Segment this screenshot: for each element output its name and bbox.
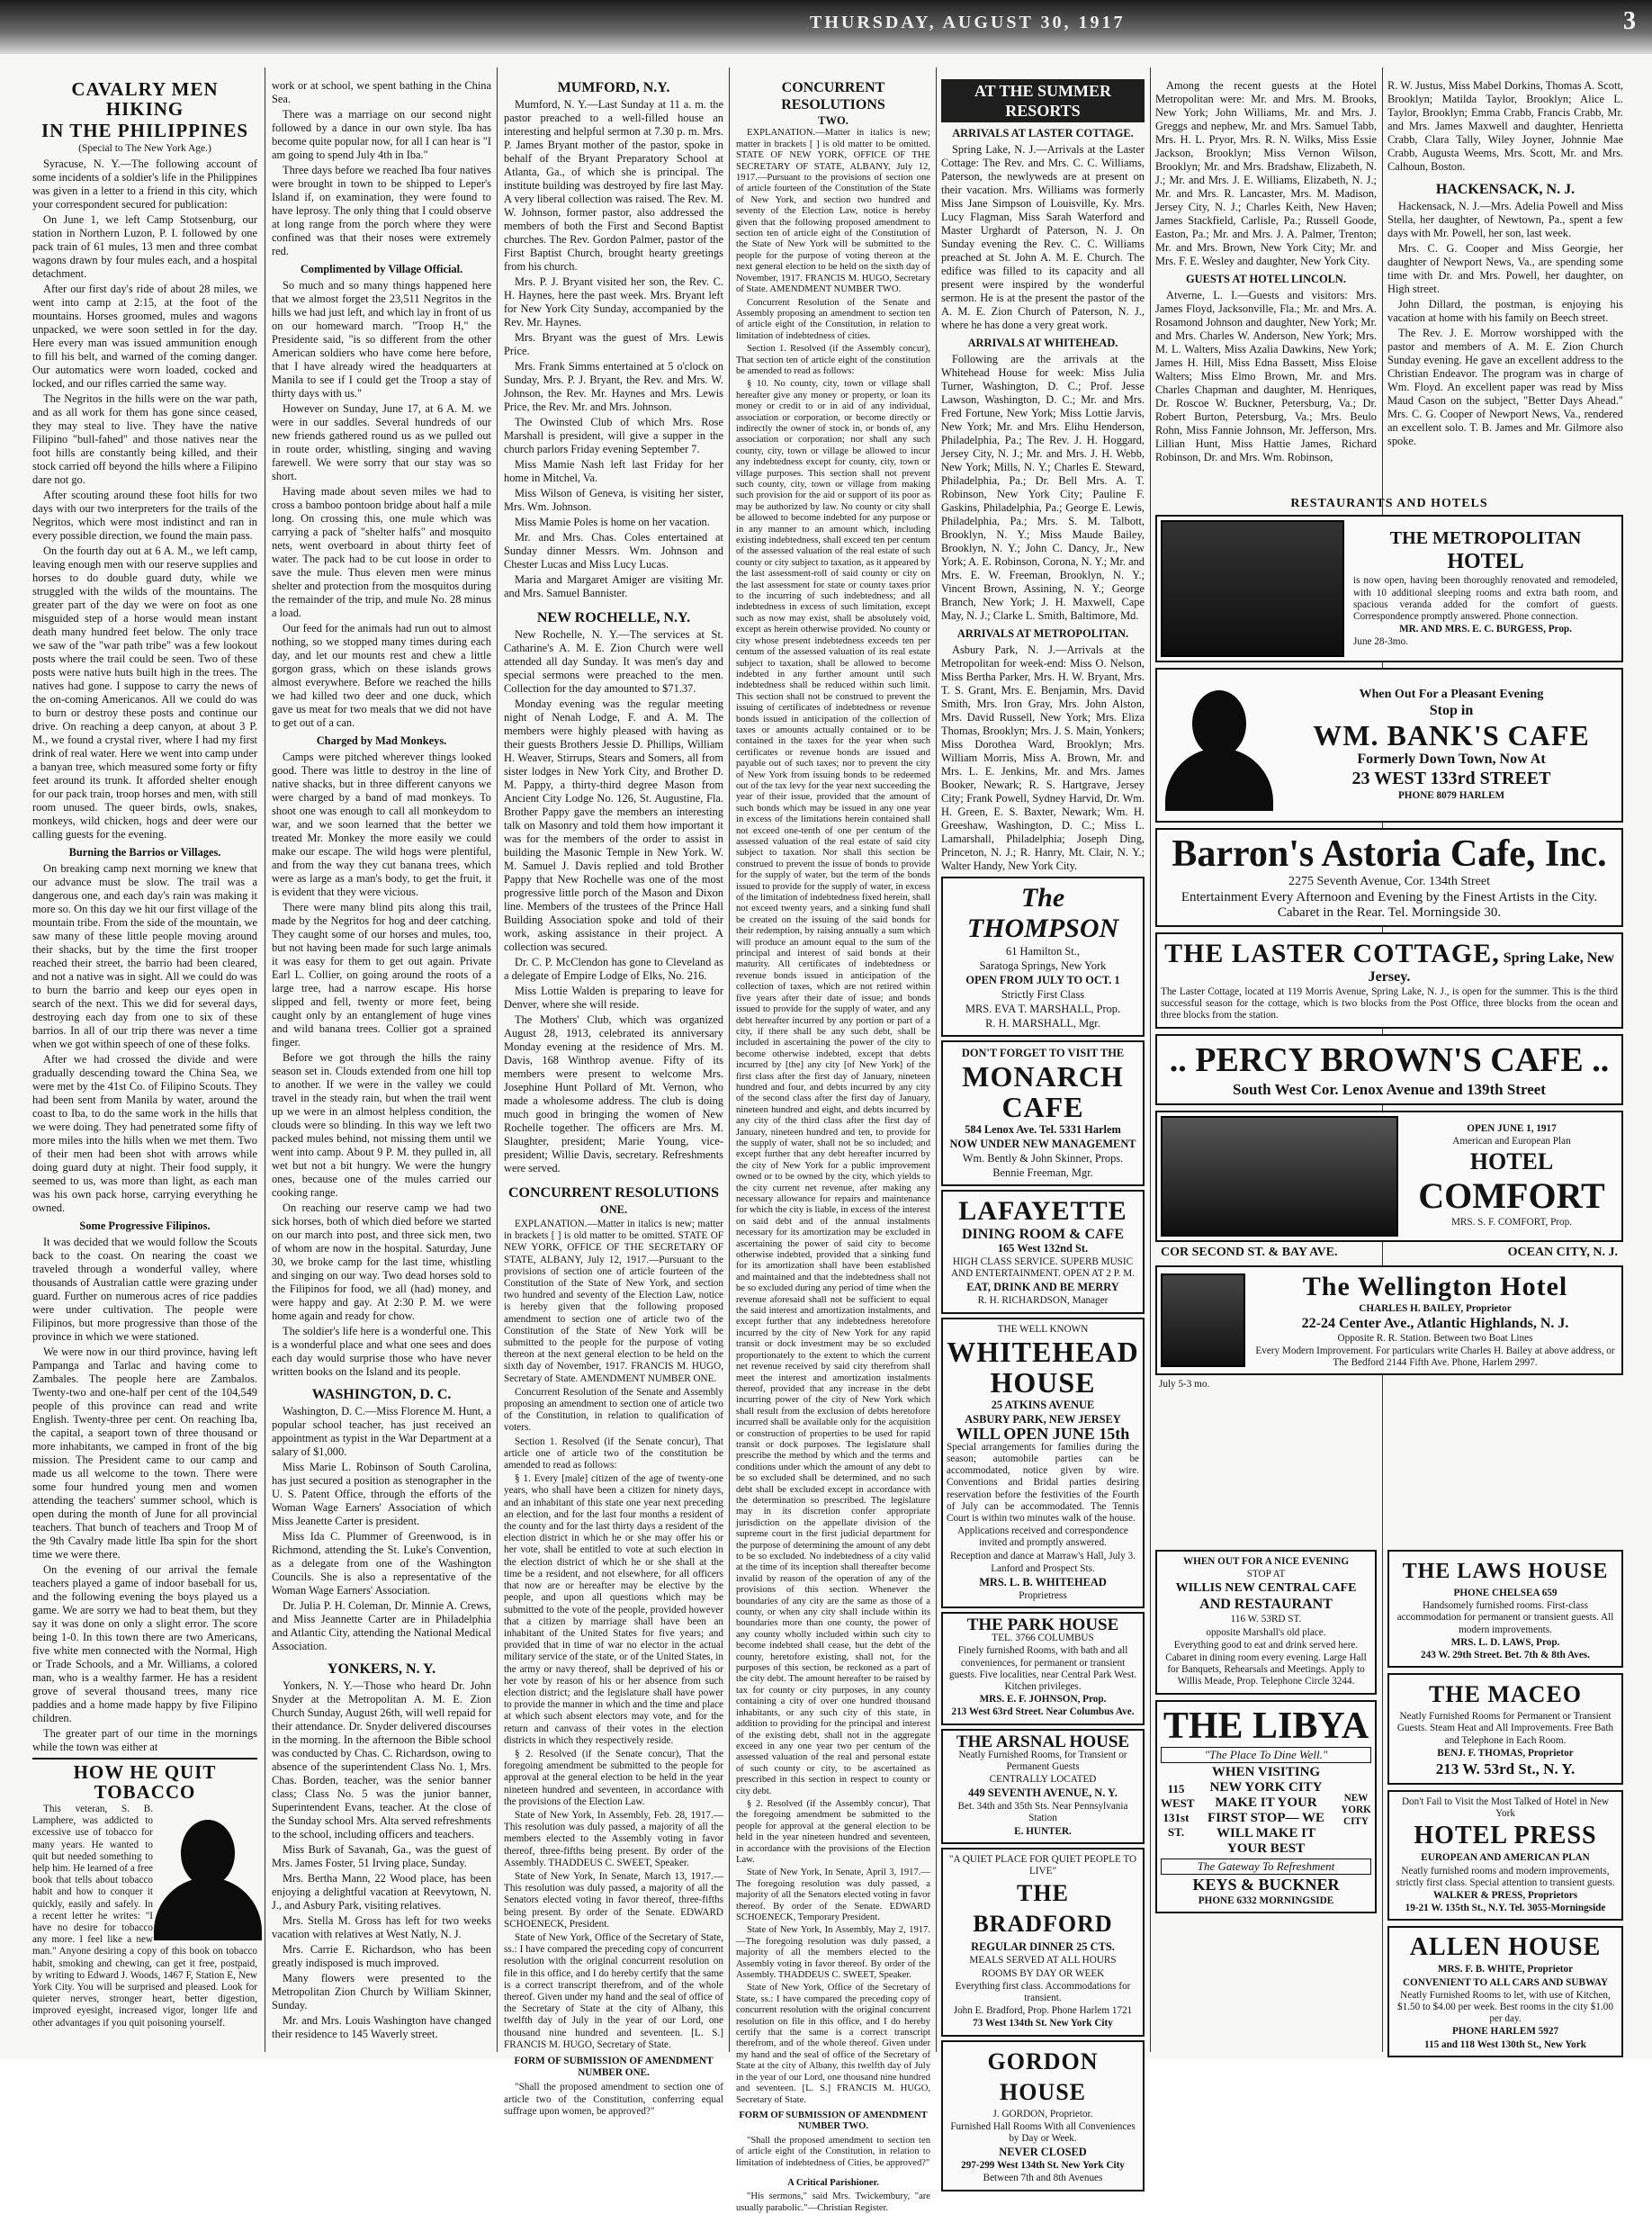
paragraph: We were now in our third province, having left Pampanga and Tarlac and having come to Zambales. The people here are Zambalos. Twenty-two and one-half per cent of the 104,549 people of this province can read and write English. Twenty-three per cent. On reaching Iba, the capital, a seaport town of three thousand or more inhabitants, we camped in front of the big mission. The President came to our camp and made us all welcome to the town. There were some four hundred young men and women attending the teachers' summer school, which is open during the month of June for all provincial teachers. That bunch of teachers and Troop M of the 9th Cavalry made little Iba spin for the short time we were there.: [32, 1346, 257, 1561]
hotel-photo: [1161, 520, 1344, 657]
paragraph: Miss Lottie Walden is preparing to leave for Denver, where she will reside.: [504, 985, 723, 1011]
ad-line: ROOMS BY DAY OR WEEK: [981, 1967, 1105, 1979]
ad-line: WALKER & PRESS, Proprietors: [1432, 1890, 1578, 1902]
ad-line: PHONE 8079 HARLEM: [1397, 790, 1505, 802]
hotel-press-ad: [1387, 1790, 1623, 1921]
ad-headline: HOW HE QUIT TOBACCO: [73, 1761, 217, 1803]
paragraph: The greater part of our time in the mornings while the town was either at: [32, 1727, 257, 1753]
ad-line: MRS. F. B. WHITE, Proprietor: [1437, 1964, 1574, 1976]
subheading: FORM OF SUBMISSION OF AMENDMENT NUMBER ONE.: [514, 2056, 714, 2079]
paragraph: Mrs. Bryant was the guest of Mrs. Lewis Price.: [504, 331, 723, 357]
ad-line: WILL OPEN JUNE 15th: [956, 1424, 1130, 1443]
paragraph: EXPLANATION.—Matter in italics is new; matter in brackets [ ] is old matter to be omitted. STATE OF NEW YORK, OFFICE OF THE SECRETARY OF STATE, ALBANY, July 12, 1917.—Pursuant to the provisions of section one of article fourteen of the Constitution of the State of New York, and section two hundred and seventy of the Election Law, notice is hereby given that the following proposed amendment to section one of article two of the Constitution of the State of New York will be submitted to the people for the purpose of voting thereon at the next general election to be held on the sixth day of November, 1917. FRANCIS M. HUGO, Secretary of State. AMENDMENT NUMBER ONE.: [504, 1219, 723, 1384]
ad-text: Neatly furnished rooms and modern improvements, strictly first class. Special attention to transient guests.: [1396, 1865, 1615, 1888]
ad-line: opposite Marshall's old place.: [1206, 1626, 1326, 1638]
paragraph: Miss Wilson of Geneva, is visiting her sister, Mrs. Wm. Johnson.: [504, 487, 723, 513]
ad-line: DON'T FORGET TO VISIT THE: [961, 1047, 1125, 1059]
ad-line: EUROPEAN AND AMERICAN PLAN: [1421, 1852, 1590, 1864]
whitehead-house-ad: [941, 1318, 1145, 1609]
article-subheadline: ONE.: [599, 1203, 628, 1216]
masthead-strip: [0, 0, 1652, 54]
ad-title: THE LAWS HOUSE: [1402, 1560, 1609, 1583]
article-subheadline: TWO.: [818, 114, 848, 127]
ad-line: MRS. L. D. LAWS, Prop.: [1450, 1636, 1560, 1648]
ad-line: OPEN FROM JULY TO OCT. 1: [965, 974, 1120, 986]
column-3: [504, 79, 723, 2117]
article-headline: CONCURRENT RESOLUTIONS: [781, 80, 885, 112]
ad-line: John E. Bradford, Prop. Phone Harlem 1721: [953, 2005, 1133, 2017]
ad-line: R. H. RICHARDSON, Manager: [977, 1295, 1109, 1307]
paragraph: John Dillard, the postman, is enjoying his vacation at home with his family on Beech street.: [1387, 298, 1623, 324]
paragraph: The soldier's life here is a wonderful one. This is a wonderful place and what one sees and does each day would surprise those who have never written books on the Island and its people.: [272, 1325, 491, 1378]
paragraph: Mrs. P. J. Bryant visited her son, the Rev. C. H. Haynes, here the past week. Mrs. Bryant left for New York City Sunday, accompanied by the Rev. Mr. Haynes.: [504, 275, 723, 328]
paragraph: Mrs. Carrie E. Richardson, who has been greatly indisposed is much improved.: [272, 1943, 491, 1969]
ad-text: Neatly Furnished Rooms for Permanent or Transient Guests. Steam Heat and All Improvements. Free Bath and Telephone in Each Room.: [1396, 1711, 1614, 1746]
ad-line: CONVENIENT TO ALL CARS AND SUBWAY: [1402, 1976, 1609, 1988]
ad-line: July 5-3 mo.: [1159, 1379, 1210, 1390]
ad-line: TEL. 3766 COLUMBUS: [992, 1633, 1094, 1644]
ad-line: Between 7th and 8th Avenues: [983, 2173, 1103, 2184]
ad-line: CHARLES H. BAILEY, Proprietor: [1359, 1302, 1512, 1314]
ad-address: 22-24 Center Ave., Atlantic Highlands, N. J.: [1301, 1315, 1569, 1331]
paragraph: Following are the arrivals at the Whitehead House for week: Miss Julia Turner, Washington, D. C.; Prof. Jesse Lawson, Washington, D. C.; Mr. and Mrs. Fred Fortune, New York; Miss Lottie Jarvis, New York; Mr. and Mrs. Elihu Henderson, Philadelphia, Pa.; The Rev. J. H. Hoggard, Jersey City, N. J.; Mr. and Mrs. J. H. Webb, New York; Mills, N. Y.; Charles E. Steward, Philadelphia, Pa.; Dr. Bell Mrs. A. T. Robinson, New York City; Pauline F. Gaskins, Philadelphia, Pa.; George E. Lewis, Philadelphia, Pa.; Mrs. S. M. Talbott, Brooklyn, N. Y.; Miss Maude Bailey, Brooklyn, N. Y.; John C. Dancy, Jr., New York; A. E. Robinson, Corona, N. Y.; Mr. and Mrs. E. W. Freeman, Brooklyn, N. Y.; Vincent Brown, Assining, N. Y.; George Branch, New York; J. H. Maxwell, Cape May, N. J.; Clarke L. Smith, Baltimore, Md.: [941, 353, 1145, 622]
subheading: Burning the Barrios or Villages.: [68, 846, 221, 859]
park-house-ad: [941, 1612, 1145, 1724]
paragraph: Three days before we reached Iba four natives were brought in town to be shipped to Leper's Island if, on examination, they were found to have leprosy. The only thing that I could observe at long range from the porch where they were confined was that their noses were extremely red.: [272, 164, 491, 257]
paragraph: However on Sunday, June 17, at 6 A. M. we were in our saddles. Several hundreds of our new friends gathered round us as we pulled out in route order, whistling, singing and waving farewell. We were sorry that our stay was so short.: [272, 402, 491, 482]
article-headline: IN THE PHILIPPINES: [41, 120, 248, 141]
article-headline: WASHINGTON, D. C.: [311, 1387, 452, 1402]
subheading: Charged by Mad Monkeys.: [316, 734, 447, 747]
article-headline: HACKENSACK, N. J.: [1435, 182, 1576, 197]
ad-address: 2275 Seventh Avenue, Cor. 134th Street: [1288, 875, 1491, 888]
paragraph: On breaking camp next morning we knew that our advance must be slow. The trail was a dangerous one, and each day's rain was making it more so. On this day we hit our first village of the mountain tribe. From the side of the mountain, we saw many of these little people moving around their shacks, but by the time the first trooper reached their street, the barrio had been cleared, and not a native was in sight. All we could do was to burn the barrio and keep our eyes open in search of the next. This we did for several days, destroying each day from one to six of these barrios. In all of our trip there was never a time when we got within speech of one of these folks.: [32, 862, 257, 1050]
paragraph: So much and so many things happened here that we almost forget the 23,511 Negritos in the hills we had just left, and which lay in front of us on our homeward march. "Troop H," the Presidente said, "is so different from the other American soldiers who have come here before, that I have already wired the headquarters at Manila to see if I could get the Troop a stay of thirty days with us.": [272, 279, 491, 400]
ad-line: E. HUNTER.: [1014, 1825, 1072, 1837]
paragraph: On the fourth day out at 6 A. M., we left camp, leaving enough men with our reserve supplies and horses to do double guard duty, while we struggled with the wilds of the mountains. The greater part of the day we were on foot as one misguided step of a horse would mean instant death many hundred feet below. The only trace we saw of the "war path tribe" was a few lookout posts where the trail could be seen. Two of these posts were native huts built high in the trees. The natives had gone. I suppose to carry the news of the on-coming Americanos. All we could do was to burn or destroy these posts and continue our drive. On reaching a deep canyon, at about 3 P. M., we found a crystal river, where I had my first drink of real water. Here we went into camp under a banyan tree, which measured some forty or fifty feet around its trunk. It afforded shelter enough for our pack train, troop horses and men, with still room unused. The queer birds, owls, snakes, monkeys, wild chicken, hogs and deer were our calling guests for the evening.: [32, 544, 257, 841]
hotel-photo: [1161, 1116, 1398, 1237]
paragraph: State of New York, In Assembly, Feb. 28, 1917.—This resolution was duly passed, a majority of all the members elected to the Assembly voting in favor thereof, three-fifths being present. By order of the Assembly. THADDEUS C. SWEET, Speaker.: [504, 1809, 723, 1868]
wm-banks-cafe-ad: [1155, 668, 1623, 823]
ad-line: The Gateway To Refreshment: [1161, 1858, 1371, 1875]
paragraph: State of New York, Office of the Secretary of State, ss.: I have compared the preceding copy of concurrent resolution with the original concurrent resolution on file in this office, and I do hereby certify that the same is a correct transcript therefrom, and of the whole thereof. Given under my hand and the seal of office of the Secretary of State at the city of Albany, this twelfth day of July in the year of our Lord, one thousand nine hundred and seventeen. [L. S.] FRANCIS M. HUGO, Secretary of State.: [736, 1983, 930, 2105]
ad-line: Don't Fail to Visit the Most Talked of Hotel in New York: [1401, 1796, 1610, 1820]
ad-line: NOW UNDER NEW MANAGEMENT: [949, 1138, 1136, 1150]
paragraph: Mr. and Mrs. Louis Washington have changed their residence to 145 Waverly street.: [272, 2014, 491, 2040]
paragraph: Section 1. Resolved (if the Senate concur), That article one of article two of the constitution be amended to read as follows:: [504, 1436, 723, 1472]
subheading: ARRIVALS AT WHITEHEAD.: [967, 337, 1118, 349]
ad-text: Everything first class. Accommodations for transient.: [955, 1980, 1131, 2003]
ad-title: THE MACEO: [1428, 1681, 1583, 1708]
article-headline: MUMFORD, N.Y.: [557, 80, 670, 95]
column-rule: [1150, 68, 1151, 2052]
allen-house-ad: [1387, 1926, 1623, 2056]
paragraph: On the evening of our arrival the female teachers played a game of indoor baseball for us, and the following evening the boys played us a game. We are sorry we had to beat them, but they say it was done on only a slight error. The score being 1-0. In this town there are two Americans, five white men connected with the Normal, High or Trade Schools, and a Mr. Williams, a colored man, who is a wealthy farmer. He has a resident grove of several thousand trees, many rice paddies and a home made happy by five Filipino children.: [32, 1563, 257, 1724]
paragraph: New Rochelle, N. Y.—The services at St. Catharine's A. M. E. Zion Church were well attended all day Sunday. It was men's day and special sermons were preached to the men. Collection for the day amounted to $71.37.: [504, 628, 723, 695]
ad-title: THE METROPOLITAN: [1389, 528, 1582, 549]
paragraph: The Rev. J. E. Morrow worshipped with the pastor and members of A. M. E. Zion Church Sunday evening. He gave an excellent address to the Christian Endeavor. The program was in charge of Wm. Floyd. An excellent paper was read by Miss Maud Cason on the subject, "Better Days Ahead." Mrs. C. G. Cooper of Newport News, Va., rendered an excellent solo. T. B. James and Mr. Gilmore also spoke.: [1387, 327, 1623, 447]
ad-line: Bennie Freeman, Mgr.: [992, 1166, 1093, 1179]
ad-address: South West Cor. Lenox Avenue and 139th Street: [1233, 1080, 1546, 1098]
ad-line: R. H. MARSHALL, Mgr.: [985, 1017, 1100, 1030]
ad-address: 19-21 W. 135th St., N.Y. Tel. 3055-Morningside: [1405, 1903, 1606, 1914]
ad-line: MEALS SERVED AT ALL HOURS: [969, 1955, 1117, 1966]
man-portrait-illustration: [1161, 678, 1278, 813]
paragraph: There was a marriage on our second night followed by a dance in our own style. Iba has become quite popular now, for all I can hear is "I am going to spend July 4th in Iba.": [272, 108, 491, 161]
ad-line: Proprietress: [1019, 1590, 1067, 1602]
ad-title: COMFORT: [1418, 1175, 1605, 1217]
bradford-ad: [941, 1848, 1145, 2037]
column-5: [941, 79, 1145, 2184]
column-1: [32, 79, 257, 2050]
paragraph: The Owinsted Club of which Mrs. Rose Marshall is president, will give a supper in the church parlors Friday evening September 7.: [504, 416, 723, 455]
metropolitan-hotel-ad: [1155, 515, 1623, 662]
paragraph: Dr. Julia P. H. Coleman, Dr. Minnie A. Crews, and Miss Jeannette Carter are in Philadelphia and Atlantic City, attending the National Medical Association.: [272, 1599, 491, 1652]
ad-title: MONARCH CAFE: [962, 1060, 1124, 1123]
bottom-ads-col6: [1155, 1550, 1377, 1917]
subheading: A Critical Parishioner.: [787, 2177, 879, 2188]
arsnal-house-ad: [941, 1729, 1145, 1844]
ad-line: THE WELL KNOWN: [997, 1323, 1089, 1335]
ad-text: Furnished Hall Rooms With all Conveniences by Day or Week.: [950, 2120, 1136, 2144]
ad-line: MRS. E. F. JOHNSON, Prop.: [979, 1694, 1107, 1706]
ad-address: 23 WEST 133rd STREET: [1351, 769, 1551, 789]
ad-title: .. PERCY BROWN'S CAFE ..: [1169, 1040, 1610, 1079]
ad-location: COR SECOND ST. & BAY AVE.: [1161, 1245, 1338, 1259]
ad-address: 73 West 134th St. New York City: [973, 2018, 1113, 2030]
ad-line: KEYS & BUCKNER: [1192, 1875, 1340, 1894]
paragraph: Camps were pitched wherever things looked good. There was little to destroy in the line of native shacks, but in three different canyons we were charged by a band of mad monkeys. To shoot one was enough to call all monkeydom to war, and we soon learned that the better we treated Mr. Monkey the more easily we could make our escape. The wild hogs were plentiful, and from the way they cut banana trees, which were as large as a man's body, to get the fruit, it is evident that they were vicious.: [272, 751, 491, 898]
article-headline: YONKERS, N. Y.: [327, 1661, 436, 1677]
ad-title: HOTEL PRESS: [1414, 1822, 1597, 1850]
paragraph: Many flowers were presented to the Metropolitan Zion Church by William Skinner, Sunday.: [272, 1972, 491, 2012]
ad-title: GORDON HOUSE: [987, 2048, 1099, 2105]
ad-line: PHONE 6332 MORNINGSIDE: [1198, 1894, 1334, 1906]
paragraph: There were many blind pits along this trail, made by the Negritos for hog and deer catching. They caught some of our horses and mules, too, but not having been made for such large animals it was easy for them to get out again. Private Earl L. Collier, on going around the roots of a large tree, had a narrow escape. His horse slipped and fell, twenty or more feet, being caught only by an entanglement of huge vines and wild banana trees. Collier got a sprained finger.: [272, 901, 491, 1048]
paragraph: Miss Mamie Poles is home on her vacation.: [515, 516, 710, 528]
column-rule: [936, 68, 937, 2052]
article-headline: CONCURRENT RESOLUTIONS: [508, 1185, 719, 1201]
paragraph: Atverne, L. I.—Guests and visitors: Mrs. James Floyd, Jacksonville, Fla.; Mr. and Mrs. A. Rosamond Johnson and daughter, New York; Mr. and Mrs. Charles W. Anderson, New York; Mrs. M. L. Walters, Miss Azalia Dawkins, New York; James H. Hill, Miss Edna Bassett, Miss Eloise Walters; Miss Elmo Brown, Mr. and Mrs. Charles Chapman and daughter, M. Henriques, Dr. Roscoe W. Buckner, Petersburg, Va.; Dr. Robert Burton, Petersburg, Va.; Mrs. Beulo Rohn, Miss Fannie Johnson, Mr. Jefferson, Mrs. Lillian Hunt, Miss Hattie James, Richard Robinson, Dr. and Mrs. Wm. Robinson,: [1155, 289, 1377, 464]
column-rule: [497, 68, 498, 2052]
paragraph: Spring Lake, N. J.—Arrivals at the Laster Cottage: The Rev. and Mrs. C. C. Williams, Paterson, the newlyweds are at present on their vacation. Mrs. Williams was formerly Miss Jane Simpson of Louisville, Ky. Mrs. Lucy Flagman, Miss Sarah Waterford and Master Urghardt of Paterson, N. J. On Sunday evening the Rev. C. C. Williams preached at St. John A. M. E. Church. The edifice was filled to its capacity and all present were inspired by the wonderful sermon. He is at the present the pastor of the A. M. E. Zion Church of Paterson, N. J., where he has done a very great work.: [941, 143, 1145, 331]
paragraph: Miss Marie L. Robinson of South Carolina, has just secured a position as stenographer in the U. S. Patent Office, through the efforts of the Woman Wage Earners' Association of which Miss Jeanette Carter is president.: [272, 1461, 491, 1527]
ad-line: STOP AT: [1246, 1569, 1286, 1580]
ad-title: THE BRADFORD: [973, 1880, 1113, 1938]
ad-line: Reception and dance at Marraw's Hall, July 3.: [949, 1550, 1136, 1562]
ad-line: OPEN JUNE 1, 1917: [1467, 1122, 1557, 1134]
ad-text: Neatly Furnished Rooms, for Transient or Permanent Guests: [958, 1749, 1127, 1772]
ad-title: The THOMPSON: [966, 883, 1119, 943]
hotel-comfort-location: [1155, 1246, 1623, 1260]
subheading: Complimented by Village Official.: [300, 263, 463, 275]
ad-address: 61 Hamilton St.,: [1006, 945, 1080, 958]
paragraph: Concurrent Resolution of the Senate and Assembly proposing an amendment to section one of article two of the Constitution, in relation to qualification of voters.: [504, 1386, 723, 1434]
paragraph: Mr. and Mrs. Chas. Coles entertained at Sunday dinner Messrs. Wm. Johnson and Chester Lucas and Miss Lucy Lucas.: [504, 531, 723, 571]
paragraph: § 10. No county, city, town or village shall hereafter give any money or property, or loan its money or credit to or in aid of any individual, association or corporation, or become directly or indirectly the owner of stock in, or bonds of, any association or corporation; nor shall any such county, city, town or village be allowed to incur any indebtedness except for county, city, town or village purposes. This section shall not prevent such county, city, town or village from making such provision for the aid or support of its poor as may be authorized by law. No county or city shall be allowed to become indebted for any purpose or in any manner to an amount which, including existing indebtedness, shall exceed ten per centum of the assessed valuation of the real estate of such county or city subject to taxation, as it appeared by the last assessment-roll of said county or city on the last assessment for state or county taxes prior to the incurring of such indebtedness; and all indebtedness in excess of such limitation, except such as now may exist, shall be absolutely void, except as herein otherwise provided. No county or city whose present indebtedness exceeds ten per centum of the assessed valuation of its real estate subject to taxation, shall be allowed to become indebted in any further amount until such indebtedness shall be reduced within such limit. This section shall not be construed to prevent the issuing of certificates of indebtedness or revenue bonds issued in anticipation of the collection of taxes or amounts actually contained or to be contained in the taxes for the year when such certificates or revenue bonds are issued and payable out of such taxes; nor to prevent the city of New York from issuing bonds to be redeemed out of the tax levy for the year next succeeding the year of their issue, provided that the amount of such bonds which may be issued in any one year in excess of the limitations herein contained shall not exceed one-tenth of one per centum of the assessed valuation of the real estate of said city subject to taxation. Nor shall this section be construed to prevent the issue of bonds to provide for the supply of water, but the term of the bonds issued to provide for the supply of water, in excess of the limitation of indebtedness fixed herein, shall not exceed twenty years, and a sinking fund shall be created on the issuing of the said bonds for their redemption, by raising annually a sum which will produce an amount equal to the sum of the principal and interest of said bonds at their maturity. All certificates of indebtedness or revenue bonds issued in anticipation of the collection of taxes, which are not retired within five years after their date of issue; and bonds issued to provide for the supply of water, and any debt hereafter incurred by any portion or part of a city, if there shall be any such debt, shall be included in ascertaining the power of the city to become otherwise indebted, except that debts incurred by [the] any city [of New York] of the first class after the first day of January, nineteen hundred and four, and debts incurred by any city of the second class after the first day of January, nineteen hundred and eight, and debts incurred by any city of the third class after the first day of January, nineteen hundred and ten, to provide for the supply of water, shall not be so included; and except further that any debt hereafter incurred by the city of New York for a public improvement owned or to be owned by the city, which yields to the city current net revenue, after making any necessary allowance for repairs and maintenance for which the city is liable, in excess of the interest on said debt and of the annual instalments necessary for its amortization may be excluded in ascertaining the power of said city to become otherwise indebted, provided that a sinking fund for its amortization shall have been established and maintained and that the indebtedness shall not be so excluded during any period of time when the revenue aforesaid shall not be sufficient to equal the said interest and amortization instalments, and except further that any indebtedness heretofore incurred by the city of New York for any rapid transit or dock investment may be so excluded proportionately to the extent to which the current net revenue received by said city therefrom shall meet the interest and amortization instalments thereof, provided that any increase in the debt incurring power of the city of New York which shall result from the exclusion of debts heretofore incurred shall be available only for the acquisition or construction of properties to be used for rapid transit or dock purposes. The legislature shall prescribe the method by which and the terms and conditions under which the amount of any debt to be so excluded shall be determined, and no such debt shall be excluded except in accordance with the determination so prescribed. The legislature may in its discretion confer appropriate jurisdiction on the appellate division of the supreme court in the first judicial department for the purpose of determining the amount of any debt to be so excluded. No indebtedness of a city valid at the time of its inception shall thereafter become invalid by reason of the operation of any of the provisions of this section. Whenever the boundaries of any city are the same as those of a county, or when any city shall include within its boundaries more than one county, the power of any county wholly included within such city to become indebted shall cease, but the debt of the county, heretofore existing, shall not, for the purposes of this section, be reckoned as a part of the city debt. The amount hereafter to be raised by tax for county or city purposes, in any county containing a city of over one hundred thousand inhabitants, or any such city of this state, in addition to providing for the principal and interest of the existing debt, shall not in the aggregate exceed in any one year two per centum of the assessed valuation of the real and personal estate of such county or city, to be ascertained as prescribed in this section in respect to county or city debt.: [736, 379, 930, 1796]
ad-line: Opposite R. R. Station. Between two Boat Lines: [1337, 1332, 1533, 1344]
subheading: GUESTS AT HOTEL LINCOLN.: [1186, 273, 1346, 285]
paragraph: State of New York, In Senate, March 13, 1917.—This resolution was duly passed, a majority of all the Senators elected voting in favor thereof, three-fifths being present. By order of the Senate. EDWARD SCHOENECK, President.: [504, 1870, 723, 1930]
monarch-cafe-ad: [941, 1040, 1145, 1186]
ad-text: WHEN VISITING NEW YORK CITY MAKE IT YOUR FIRST STOP— WE WILL MAKE IT YOUR BEST: [1207, 1764, 1325, 1856]
lafayette-ad: [941, 1190, 1145, 1314]
paragraph: After our first day's ride of about 28 miles, we went into camp at 2:15, at the foot of the mountains. Horses groomed, mules and wagons unpacked, we were soon settled in for the day. Here every man was issued ammunition enough to fill his belt, and warned of the coming danger. Our automatics were worn loaded, cocked and locked, and our rifles carried the same way.: [32, 283, 257, 390]
ad-text: Everything good to eat and drink served here.: [1173, 1639, 1359, 1651]
paragraph: The Mothers' Club, which was organized August 28, 1913, celebrated its anniversary Monday evening at the residence of Mrs. M. Davis, 168 Winthrop avenue. Fifty of its members were present to welcome Mrs. Josephine Hunt Pollard of Mt. Vernon, who made a wholesome address. The club is doing much good in bringing the women of New Rochelle together. The officers are Mrs. M. Slaughter, president; Marie Young, vice-president; Willie Davis, secretary. Refreshments were served.: [504, 1013, 723, 1174]
gordon-house-ad: [941, 2040, 1145, 2192]
ad-title: WHITEHEAD HOUSE: [947, 1335, 1139, 1399]
thompson-ad: [941, 877, 1145, 1037]
section-banner: RESTAURANTS AND HOTELS: [1290, 497, 1488, 510]
ad-text: Neatly Furnished Rooms to let, with use of Kitchen, $1.50 to $4.00 per week. Best rooms in the city $1.00 per day.: [1397, 1989, 1613, 2025]
ad-line: Lanford and Prospect Sts.: [991, 1562, 1095, 1574]
ad-text: Cabaret in dining room every evening. Large Hall for Banquets, Rehearsals and Meetings. Apply to Willis Meade, Prop. Telephone Circle 3244.: [1165, 1652, 1367, 1688]
ad-line: Formerly Down Town, Now At: [1357, 752, 1546, 768]
paragraph: EXPLANATION.—Matter in italics is new; matter in brackets [ ] is old matter to be omitted. STATE OF NEW YORK, OFFICE OF THE SECRETARY OF STATE, ALBANY, July 12, 1917.—Pursuant to the provisions of section one of article fourteen of the Constitution of the State of New York, and section two hundred and seventy of the Election Law, notice is hereby given that the following proposed amendment to section ten of article eight of the Constitution of the State of New York will be submitted to the people for the purpose of voting thereon at the next general election to be held on the sixth day of November, 1917. FRANCIS M. HUGO, Secretary of State. AMENDMENT NUMBER TWO.: [736, 128, 930, 295]
paragraph: Miss Mamie Nash left last Friday for her home in Mitchel, Va.: [504, 458, 723, 484]
subheading: FORM OF SUBMISSION OF AMENDMENT NUMBER TWO.: [739, 2110, 928, 2132]
paragraph: Syracuse, N. Y.—The following account of some incidents of a soldier's life in the Philippines was given in a letter to a friend in this city, which your correspondent secured for publication:: [32, 158, 257, 211]
ad-line: MRS. EVA T. MARSHALL, Prop.: [965, 1003, 1121, 1015]
paragraph: Among the recent guests at the Hotel Metropolitan were: Mr. and Mrs. M. Brooks, New York; John Williams, Mr. and Mrs. J. Greggs and nephew, Mr. and Mrs. Samuel Tabb, Mrs. H. L. Pryor, Mrs. R. N. Wilks, Miss Essie Jackson, Brooklyn; Miss Vernon Wilson, Brooklyn; Mr. and Mrs. Bradshaw, Elizabeth, N. J.; Mr. and Mrs. J. E. Williams, Elizabeth, N. J.; Mr. and Mrs. R. Lancaster, Mrs. M. Madison, Jersey City, N. J.; Charles Keith, New Haven; James Stackfield, Carlisle, Pa.; Russell Goode, Easton, Pa.; Mr. and Mrs. J. A. Palmer, Trenton; Mr. and Mrs. Brown, New York City; Mr. and Mrs. F. E. Wesley and daughter, New York City.: [1155, 79, 1377, 267]
wellington-hotel-ad: [1155, 1265, 1623, 1376]
ad-text: Every Modern Improvement. For particulars write Charles H. Bailey at above address, or The Bedford 2144 Fifth Ave. Phone, Harlem 2997.: [1255, 1346, 1615, 1369]
ad-address: 115 WEST 131st ST.: [1161, 1781, 1195, 1839]
ad-line: When Out For a Pleasant Evening: [1359, 688, 1544, 702]
ad-city: Saratoga Springs, New York: [979, 959, 1107, 972]
paragraph: Hackensack, N. J.—Mrs. Adelia Powell and Miss Stella, her daughter, of Newtown, Pa., spent a few days with Mr. Powell, her son, last week.: [1387, 200, 1623, 239]
paragraph: "His sermons," said Mrs. Twickembury, "are usually parabolic."—Christian Register.: [736, 2192, 930, 2213]
ad-line: J. GORDON, Proprietor.: [992, 2108, 1093, 2120]
paragraph: Maria and Margaret Amiger are visiting Mr. and Mrs. Samuel Bannister.: [504, 573, 723, 599]
paragraph: Mrs. Frank Simms entertained at 5 o'clock on Sunday, Mrs. P. J. Bryant, the Rev. and Mrs. W. Johnson, the Rev. Mr. Haynes and Mrs. Lewis Price, the Rev. Mr. and Mrs. Johnson.: [504, 360, 723, 413]
ad-city: ASBURY PARK, NEW JERSEY: [965, 1412, 1121, 1426]
maceo-ad: [1387, 1673, 1623, 1785]
column-4: [736, 79, 930, 2213]
ad-text: Handsomely furnished rooms. First-class accommodation for permanent or transient guests. All modern improvements.: [1396, 1600, 1614, 1635]
paragraph: Mumford, N. Y.—Last Sunday at 11 a. m. the pastor preached to a well-filled house an interesting and helpful sermon at 7.30 p. m. Mrs. P. James Bryant mother of the pastor, spoke in behalf of the Bryant Preparatory School at Atlanta, Ga., of which she is principal. The institute building was destroyed by fire last May. A very liberal collection was raised. The Rev. M. W. Johnson, former pastor, also addressed the members of both the First and Second Baptist churches. The Rev. Gordon Palmer, pastor of the First Baptist Church, brought hearty greetings from his church.: [504, 98, 723, 273]
ad-text: Special arrangements for families during the season; automobile parties can be accommodated, notice given by wire. Conventions and Bridal parties desiring reservation before the festivities of the Fourth of July can be accommodated. The Tennis Court is within two minutes walk of the house.: [947, 1441, 1139, 1525]
ad-line: REGULAR DINNER 25 CTS.: [971, 1940, 1115, 1954]
ad-text: is now open, having been thoroughly renovated and remodeled, with 10 additional sleeping rooms and extra bath room, and spacious veranda added for the comfort of guests. Correspondence promptly answered. Phone connection.: [1353, 575, 1618, 622]
ad-address: 25 ATKINS AVENUE: [991, 1398, 1095, 1411]
paragraph: After scouting around these foot hills for two days with our two interpreters for the trails of the Negritos, which were most indistinct and ran in every possible direction, we found the main pass.: [32, 489, 257, 542]
paragraph: Monday evening was the regular meeting night of Nenah Lodge, F. and A. M. The members were highly pleased with having as their guests Brothers Jessie D. Phillips, William H. Weaver, Stirrups, Stears and Somers, all from sister lodges in New York City, and Brother D. M. Pappy, a thirty-third degree Mason from Ancient City Lodge No. 126, St. Augustine, Fla. Brother Pappy gave the members an interesting talk on Masonry and told them how important it was for the members of the order to assist in building the Masonic Temple in New York. W. M. Samuel J. Davis replied and told Brother Pappy that New Rochelle was one of the most progressive little porch of the Mason and Dixon line. Members of the trustees of the Prince Hall Building Association spoke and told of their work, asking assistance in their project. A collection was secured.: [504, 698, 723, 953]
column-2: [272, 79, 491, 2050]
ad-title: WILLIS NEW CENTRAL CAFE: [1175, 1581, 1357, 1596]
ad-address: 213 West 63rd Street. Near Columbus Ave.: [951, 1706, 1135, 1718]
ad-line: NEVER CLOSED: [999, 2146, 1087, 2159]
ads-section: [1155, 497, 1623, 1391]
ad-title: THE PARK HOUSE: [966, 1616, 1119, 1635]
barrons-astoria-cafe-ad: [1155, 828, 1623, 927]
section-banner: AT THE SUMMER RESORTS: [941, 79, 1145, 122]
ad-line: June 28-3mo.: [1353, 636, 1408, 648]
ad-line: HIGH CLASS SERVICE. SUPERB MUSIC AND ENTERTAINMENT. OPEN AT 2 P. M.: [950, 1256, 1136, 1280]
article-headline: CAVALRY MEN HIKING: [71, 78, 219, 120]
column-rule: [729, 68, 730, 2052]
ad-title: Barron's Astoria Cafe, Inc.: [1172, 833, 1607, 875]
paragraph: Yonkers, N. Y.—Those who heard Dr. John Snyder at the Metropolitan A. M. E. Zion Church Sunday, August 26th, will well repaid for their attendance. Dr. Snyder delivered discourses in the morning. In the afternoon the Bible school was conducted by Chas. C. Richardson, owing to absence of the superintendent Class No. 1, Mrs. Chas. Borden, teacher, was the senior banner class; Class No. 5 was the junior banner, Superintendent Evans, teacher. At the close of the Sunday school Mrs. Alta served refreshments to the school, including officers and teachers.: [272, 1679, 491, 1840]
paragraph: State of New York, Office of the Secretary of State, ss.: I have compared the preceding copy of concurrent resolution with the original concurrent resolution on file in this office, and I do hereby certify that the same is a correct transcript therefrom, and of the whole thereof. Given under my hand and the seal of office of the Secretary of State at the city of Albany, this twelfth day of July in the year of our Lord, one thousand nine hundred and seventeen. [L. S.] FRANCIS M. HUGO, Secretary of State.: [504, 1931, 723, 2050]
ad-address: 213 W. 53rd St., N. Y.: [1435, 1760, 1576, 1778]
ad-text: This veteran, S. B. Lamphere, was addicted to excessive use of tobacco for many years. He wanted to quit but needed something to help him. He learned of a free book that tells about tobacco habit and how to conquer it quickly, easily and safely. In a recent letter he writes: "I have no desire for tobacco any more. I feel like a new man." Anyone desiring a copy of this book on tobacco habit, smoking and chewing, can get it free, postpaid, by writing to Edward J. Woods, 1467 F, Station E, New York City. You will be surprised and pleased. Look for quieter nerves, stronger heart, better digestion, improved eyesight, increased vigor, longer life and other advantages if you quit poisoning yourself.: [32, 1804, 257, 2029]
ad-text: Entertainment Every Afternoon and Evening by the Finest Artists in the City. Cabaret in the Rear. Tel. Morningside 30.: [1181, 890, 1598, 920]
paragraph: After we had crossed the divide and were gradually descending toward the China Sea, we were met by the 41st Co. of Filipino Scouts. They had been sent from Manila by water, around the coast to Iba, to do the same work in the hills that we were doing. They had penetrated some fifty of more miles into the hills when we met them. Two of their men had been shot with arrows while doing guard duty at night. Their food supply, it seemed to us, was more than light, as each man was his own pack horse, carrying everything he owned.: [32, 1053, 257, 1214]
bottom-ads-col7: [1387, 1550, 1623, 2061]
ad-location: OCEAN CITY, N. J.: [1507, 1245, 1618, 1259]
ad-line: Applications received and correspondence invited and promptly answered.: [957, 1526, 1128, 1549]
tobacco-ad: [32, 1758, 257, 2030]
ad-address: 297-299 West 134th St. New York City: [961, 2160, 1125, 2172]
ad-line: PHONE CHELSEA 659: [1453, 1588, 1558, 1598]
paragraph: On reaching our reserve camp we had two sick horses, both of which died before we started on our march into post, and three sick men, two of whom are now in the hospital. Saturday, June 30, we broke camp for the last time, whistling and singing on our way. Two dead horses sold to the Filipinos for food, we all (had) money, and were happy and gay. At 2:30 P. M. we were home again and ready for chow.: [272, 1202, 491, 1322]
ad-line: MR. AND MRS. E. C. BURGESS, Prop.: [1399, 624, 1572, 635]
libya-ad: [1155, 1700, 1377, 1913]
ad-line: MRS. S. F. COMFORT, Prop.: [1450, 1217, 1573, 1228]
ad-title: The Wellington Hotel: [1302, 1271, 1568, 1301]
paragraph: Miss Burk of Savanah, Ga., was the guest of Mrs. James Foster, 51 Irving place, Sunday.: [272, 1843, 491, 1869]
ad-line: MRS. L. B. WHITEHEAD: [979, 1576, 1107, 1589]
ad-title: AND RESTAURANT: [1199, 1597, 1333, 1613]
ad-line: CENTRALLY LOCATED: [989, 1774, 1097, 1786]
paragraph: Having made about seven miles we had to cross a bamboo pontoon bridge about half a mile long. On crossing this, one mule which was carrying a pack of "shelter halfs" and mosquito nets, went overboard in about thirty feet of water. The pack had to be cut loose in order to save the mule. Thus eleven men were minus shelter and protection from the mosquitos during the remainder of the trip, and mule No. 28 minus a load.: [272, 485, 491, 619]
ad-location: Spring Lake, New Jersey.: [1368, 950, 1614, 985]
paragraph: "Shall the proposed amendment to section one of article two of the Constitution, conferring equal suffrage upon women, be approved?": [504, 2082, 723, 2117]
paragraph: Section 1. Resolved (if the Assembly concur), That section ten of article eight of the constitution be amended to read as follows:: [736, 344, 930, 376]
ad-title: WM. BANK'S CAFE: [1313, 719, 1590, 752]
ad-line: PHONE HARLEM 5927: [1451, 2026, 1559, 2038]
ad-line: WHEN OUT FOR A NICE EVENING: [1182, 1556, 1350, 1567]
paragraph: § 2. Resolved (if the Assembly concur), That the foregoing amendment be submitted to the people for approval at the general election to be held in the year nineteen hundred and seventeen, in accordance with the provisions of the Election Law.: [736, 1798, 930, 1865]
masthead-date: THURSDAY, AUGUST 30, 1917: [810, 13, 1126, 32]
paragraph: Before we got through the hills the rainy season set in. Clouds extended from one hill top to another. If we were in the valley we could travel in the steady rain, but when the trail went up we were in an almost helpless condition, the clouds were so blinding. In this way we left two packed mules behind, not missing them until we went into camp. About 9 P. M. they pulled in, all wet but not a bit hungry. We were the hungry ones, because one of the mules carried our cooking range.: [272, 1051, 491, 1199]
ad-address: 243 W. 29th Street. Bet. 7th & 8th Aves.: [1421, 1650, 1590, 1661]
ad-address: 449 SEVENTH AVENUE, N. Y.: [968, 1786, 1118, 1800]
laws-house-ad: [1387, 1550, 1623, 1668]
ad-line: "A QUIET PLACE FOR QUIET PEOPLE TO LIVE": [948, 1853, 1137, 1877]
ad-title: ALLEN HOUSE: [1409, 1933, 1602, 1962]
laster-cottage-ad: [1155, 932, 1623, 1029]
page-number: 3: [1623, 7, 1636, 35]
paragraph: Mrs. Bertha Mann, 22 Wood place, has been enjoying a delightful vacation at Reevytown, N. J., and Asbury Park, visiting relatives.: [272, 1872, 491, 1912]
paragraph: Mrs. Stella M. Gross has left for two weeks vacation with relatives at West Natly, N. J.: [272, 1914, 491, 1940]
willis-cafe-ad: [1155, 1550, 1377, 1695]
ad-address: 584 Lenox Ave. Tel. 5331 Harlem: [965, 1123, 1121, 1136]
ad-line: American and European Plan: [1452, 1136, 1571, 1147]
paragraph: R. W. Justus, Miss Mabel Dorkins, Thomas A. Scott, Brooklyn; Matilda Taylor, Brooklyn; Alice L. Taylor, Brooklyn; Emma Crabb, Francis Crabb, Mr. and Mrs. James Maxwell and daughter, Henrietta Crabb, Clara Tally, Wiley Joyner, Johnnie Mae Crabb, Augusta Weems, Mrs. Scott, Mr. and Mrs. Calhoun, Boston.: [1387, 79, 1623, 173]
paragraph: "Shall the proposed amendment to section ten of article eight of the Constitution, in relation to limitation of indebtedness of Cities, be approved?": [736, 2135, 930, 2168]
ad-line: Bet. 34th and 35th Sts. Near Pennsylvania Station: [957, 1801, 1128, 1824]
paragraph: On June 1, we left Camp Stotsenburg, our station in Northern Luzon, P. I. followed by one pack train of 61 mules, 13 men and three combat wagons drawn by four mules each, and a hospital detachment.: [32, 213, 257, 280]
ad-title: THE LIBYA: [1163, 1705, 1369, 1747]
paragraph: § 1. Every [male] citizen of the age of twenty-one years, who shall have been a citizen for ninety days, and an inhabitant of this state one year next preceding an election, and for the last four months a resident of the county and for the last thirty days a resident of the election district in which he or she may offer his or her vote, shall be entitled to vote at such election in the election district of which he or she shall at the time be a resident, and not elsewhere, for all officers that now are or hereafter may be elective by the people, and upon all questions which may be submitted to the vote of the people, provided however that a citizen by marriage shall have been an inhabitant of the United States for five years; and provided that in time of war no elector in the actual military service of the state, or of the United States, in the army or navy thereof, shall be deprived of his or her vote by reason of his or her absence from such election district; and the legislature shall have power to provide the manner in which and the time and place at which such absent electors may vote, and for the return and canvass of their votes in the election districts in which they respectively reside.: [504, 1473, 723, 1746]
paragraph: Concurrent Resolution of the Senate and Assembly proposing an amendment to section ten of article eight of the Constitution, in relation to limitation of indebtedness of cities.: [736, 297, 930, 341]
paragraph: work or at school, we spent bathing in the China Sea.: [272, 79, 491, 105]
paragraph: State of New York, In Senate, April 3, 1917.—The foregoing resolution was duly passed, a majority of all the Senators elected voting in favor thereof. By order of the Senate. EDWARD SCHOENECK, Temporary President.: [736, 1868, 930, 1922]
article-headline: NEW ROCHELLE, N.Y.: [536, 610, 691, 626]
paragraph: It was decided that we would follow the Scouts back to the coast. On nearing the coast we traveled through a wonderful valley, where thousands of Australian cattle were grazing under guard. Further on numerous acres of rice paddies were under cultivation. The people were Filipinos, but more progressive than those of the province in which we were stationed.: [32, 1236, 257, 1343]
ad-text: Finely furnished Rooms, with bath and all conveniences, for permanent or transient guests. Five localities, near Central Park West. Kitchen privileges.: [949, 1645, 1136, 1693]
ad-title: THE LASTER COTTAGE,: [1164, 939, 1500, 968]
percy-browns-cafe-ad: [1155, 1034, 1623, 1105]
paragraph: Asbury Park, N. J.—Arrivals at the Metropolitan for week-end: Miss O. Nelson, Miss Bertha Parker, Mrs. H. W. Bryant, Mrs. T. S. Grant, Mrs. E. Benjamin, Mrs. David Smith, Mrs. Iron Gray, Mrs. John Alston, Mrs. David Russell, New York; Mrs. Eliza Thomas, Brooklyn; Mrs. J. S. Main, Yonkers; Miss Dorothea Ward, Brooklyn; Mrs. William Morris, Miss A. Brown, Mr. and Mrs. L. E. Jenkins, Mr. and Mrs. James Booker, Newark; R. S. Hartgrave, Jersey City; Frank Powell, Sydney Harvid, Dr. Wm. H. Green, E. S. Baxter, Newark; Wm. H. Greeshaw, Washington, D. C.; Miss L. Lamarshall, Philadelphia; Joseph Ding, Princeton, N. J.; R. Hanry, Mt. Clair, N. Y.; Walter Handy, New York City.: [941, 644, 1145, 872]
ad-line: Wm. Bently & John Skinner, Props.: [962, 1152, 1124, 1165]
paragraph: Dr. C. P. McClendon has gone to Cleveland as a delegate of Empire Lodge of Elks, No. 216.: [504, 956, 723, 982]
subheading: ARRIVALS AT METROPOLITAN.: [956, 627, 1129, 640]
ad-address: 165 West 132nd St.: [997, 1242, 1089, 1255]
paragraph: § 2. Resolved (if the Senate concur), That the foregoing amendment be submitted to the people for approval at the general election to be held in the year nineteen hundred and seventeen, in accordance with the provisions of the Election Law.: [504, 1748, 723, 1807]
ad-subtitle: DINING ROOM & CAFE: [962, 1227, 1124, 1242]
ad-address: 116 W. 53RD ST.: [1230, 1614, 1302, 1625]
article-dateline: (Special to The New York Age.): [78, 143, 211, 154]
ad-title: HOTEL: [1469, 1148, 1554, 1175]
paragraph: State of New York, In Assembly, May 2, 1917.—The foregoing resolution was duly passed, a majority of all the members elected to the Assembly voting in favor thereof. By order of the Assembly. THADDEUS C. SWEET, Speaker.: [736, 1925, 930, 1981]
paragraph: The Negritos in the hills were on the war path, and as all work for them has gone since ceased, they may steal to live. They have the native Filipino "bull-fahed" and those natives near the foot hills are constantly being killed, and their stock carried off beyond the hills where a Filipino dare not go.: [32, 392, 257, 486]
ad-slogan: "The Place To Dine Well.": [1161, 1747, 1371, 1763]
paragraph: Miss Ida C. Plummer of Greenwood, is in Richmond, attending the St. Luke's Convention, as a delegate from one of the Washington Councils. She is also a representative of the Woman Wage Earners' Association.: [272, 1530, 491, 1597]
ad-address: 115 and 118 West 130th St., New York: [1424, 2038, 1586, 2050]
paragraph: Washington, D. C.—Miss Florence M. Hunt, a popular school teacher, has just received an appointment as typist in the War Department at a salary of $1,000.: [272, 1405, 491, 1458]
ad-city: NEW YORK CITY: [1341, 1792, 1371, 1828]
ad-title: LAFAYETTE: [958, 1196, 1127, 1226]
ad-line: BENJ. F. THOMAS, Proprietor: [1437, 1747, 1574, 1759]
paragraph: Our feed for the animals had run out to almost nothing, so we stopped many times during each day, and let our mounts rest and chew a little gorgon grass, which on these islands grows almost everywhere. Before we reached the hills we had killed two deer and one duck, which gave us meat for two meals that we did not have to get out of a can.: [272, 622, 491, 729]
ad-line: Strictly First Class: [1001, 988, 1085, 1001]
ad-title: THE ARSNAL HOUSE: [956, 1732, 1130, 1751]
hotel-comfort-ad: [1155, 1111, 1623, 1242]
ad-text: The Laster Cottage, located at 119 Morris Avenue, Spring Lake, N. J., is open for the summer. This is the third successful season for the cottage, which is two blocks from the Post Office, three blocks from the ocean and three blocks from the station.: [1161, 986, 1618, 1022]
hotel-photo: [1161, 1274, 1245, 1367]
ad-line: EAT, DRINK AND BE MERRY: [966, 1281, 1119, 1294]
column-7: [1387, 79, 1623, 565]
man-portrait-illustration: [158, 1807, 257, 1942]
ad-title: HOTEL: [1447, 550, 1524, 574]
subheading: ARRIVALS AT LASTER COTTAGE.: [952, 127, 1134, 140]
ad-line: Stop in: [1429, 703, 1474, 719]
paragraph: Mrs. C. G. Cooper and Miss Georgie, her daughter of Newport News, Va., are spending some time with Dr. and Mrs. Powell, her daughter, on High street.: [1387, 242, 1623, 295]
subheading: Some Progressive Filipinos.: [79, 1220, 211, 1232]
